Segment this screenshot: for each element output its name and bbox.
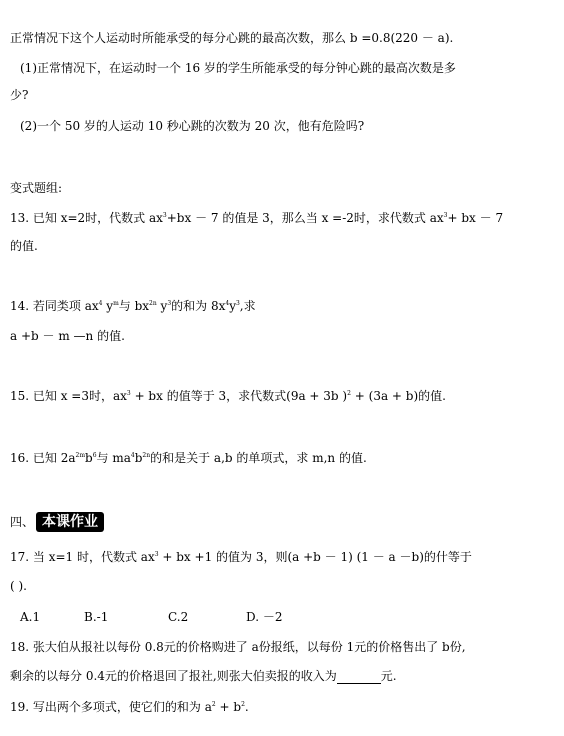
q18-text-a: 剩余的以每分 0.4元的价格退回了报社,则张大伯卖报的收入为	[10, 669, 337, 683]
q15-text-a: 15. 已知 x =3时，ax	[10, 389, 127, 403]
q19-text-c: .	[244, 700, 249, 714]
q14-text-4: y	[156, 299, 168, 313]
question-part2: (2)一个 50 岁的人运动 10 秒心跳的次数为 20 次，他有危险吗?	[20, 119, 365, 133]
q17-text-b: + bx +1 的值为 3，则(a +b － 1) (1 － a －b)的什等于	[158, 550, 472, 564]
q13-exponent-2: 3	[443, 212, 448, 219]
q13-text-b: +bx － 7 的值是 3，那么当 x =-2时，求代数式 ax	[166, 211, 444, 225]
q13-text-c: + bx － 7	[447, 211, 504, 225]
q15-exp-2: 2	[347, 390, 351, 397]
q14-text-5: 的和为 8x	[171, 299, 226, 313]
q14-exp-3: 2n	[149, 300, 157, 307]
q13-exponent-1: 3	[162, 212, 167, 219]
intro-line: 正常情况下这个人运动时所能承受的每分心跳的最高次数，那么 b =0.8(220 － a).	[10, 31, 454, 45]
q14-exp-4: 3	[167, 300, 172, 307]
q16-text-e: 的和是关于 a,b 的单项式，求 m,n 的值.	[150, 451, 367, 465]
q16-text-a: 16. 已知 2a	[10, 451, 76, 465]
question-18-line1: 18. 张大伯从报社以每份 0.8元的价格购进了 a份报纸，以每份 1元的价格售出了 b份,	[10, 640, 466, 654]
question-part1-line1: (1)正常情况下，在运动时一个 16 岁的学生所能承受的每分钟心跳的最高次数是多	[20, 61, 456, 75]
q16-text-d: b	[134, 451, 143, 465]
q14-text-3: 与 bx	[118, 299, 150, 313]
q15-exp-1: 3	[126, 390, 131, 397]
answer-blank[interactable]	[337, 671, 381, 684]
question-17-choices	[20, 609, 282, 625]
q14-text-7: ,求	[239, 299, 256, 313]
q18-text-b: 元.	[380, 669, 397, 683]
q16-exp-3: 4	[130, 452, 135, 459]
q14-exp-1: 4	[98, 300, 103, 307]
question-18-line2	[10, 668, 397, 684]
q17-text-a: 17. 当 x=1 时，代数式 ax	[10, 550, 155, 564]
q14-exp-2: m	[113, 300, 119, 307]
question-14-line1	[10, 298, 256, 314]
q13-text-a: 13. 已知 x=2时，代数式 ax	[10, 211, 163, 225]
section-4-number: 四、	[10, 515, 35, 529]
q16-exp-2: 6	[92, 452, 97, 459]
question-16	[10, 450, 367, 466]
q16-text-b: b	[85, 451, 93, 465]
question-15	[10, 388, 446, 404]
q14-text-1: 14. 若同类项 ax	[10, 299, 99, 313]
question-17-line1	[10, 549, 472, 565]
q19-exp-2: 2	[241, 701, 245, 708]
q17-exp-1: 3	[154, 551, 159, 558]
q16-text-c: 与 ma	[96, 451, 131, 465]
q16-exp-1: 2m	[75, 452, 86, 459]
choice-a[interactable]: A.1	[20, 610, 41, 624]
question-part1-line2: 少?	[10, 88, 29, 102]
q16-exp-4: 2n	[142, 452, 151, 459]
q14-text-6: y	[229, 299, 236, 313]
choice-d[interactable]: D. －2	[246, 610, 283, 624]
q15-text-c: + (3a + b)的值.	[350, 389, 446, 403]
question-14-line2: a +b － m —n 的值.	[10, 329, 125, 343]
q14-exp-5: 4	[225, 300, 230, 307]
q19-exp-1: 2	[211, 701, 216, 708]
section-4-heading	[10, 512, 104, 532]
question-13-line1	[10, 210, 503, 226]
q19-text-a: 19. 写出两个多项式，使它们的和为 a	[10, 700, 212, 714]
question-13-line2: 的值.	[10, 239, 38, 253]
q19-text-b: + b	[215, 700, 242, 714]
variant-title: 变式题组:	[10, 181, 63, 195]
question-19	[10, 699, 249, 715]
q14-exp-6: 3	[235, 300, 240, 307]
q15-text-b: + bx 的值等于 3，求代数式(9a + 3b )	[130, 389, 348, 403]
q14-text-2: y	[102, 299, 114, 313]
choice-c[interactable]: C.2	[168, 610, 189, 624]
choice-b[interactable]: B.-1	[84, 610, 109, 624]
question-17-line2: ( ).	[10, 579, 27, 593]
section-4-badge: 本课作业	[36, 512, 104, 532]
